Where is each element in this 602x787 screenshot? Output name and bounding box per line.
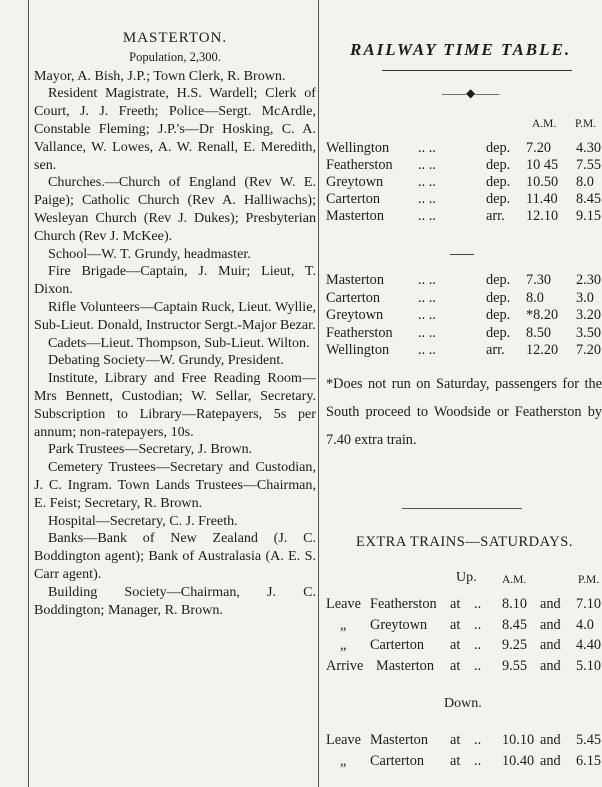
timetable-row bbox=[326, 157, 602, 175]
extra-train-row bbox=[326, 658, 602, 676]
timetable-row bbox=[326, 174, 602, 192]
at-label: at bbox=[450, 732, 461, 748]
timetable-row bbox=[326, 272, 602, 290]
am-time: *8.20 bbox=[526, 307, 559, 323]
pm-time: 9.15 bbox=[576, 208, 602, 224]
pm-time: 7.55 bbox=[576, 157, 602, 173]
timetable-row bbox=[326, 191, 602, 209]
station-name: Carterton bbox=[370, 637, 424, 653]
am-time: 8.10 bbox=[502, 596, 528, 612]
timetable-row bbox=[326, 325, 602, 343]
am-time: 11.40 bbox=[526, 191, 558, 207]
dep-arr-label: dep. bbox=[486, 157, 511, 173]
at-label: at bbox=[450, 637, 461, 653]
pm-time: 7.10 bbox=[576, 596, 602, 612]
am-time: 10.50 bbox=[526, 174, 559, 190]
directory-paragraph: Institute, Library and Free Reading Room—Mrs Bennett, Custodian; W. Sellar, Secretary. Subscription to Library—Ratepayers, 5s per annum; non-ratepayers, 10s. bbox=[34, 370, 316, 440]
am-time: 7.20 bbox=[526, 140, 552, 156]
extra-train-row bbox=[326, 732, 602, 750]
column-rule-left bbox=[28, 0, 29, 787]
directory-paragraph: Resident Magistrate, H.S. Wardell; Clerk of Court, J. J. Freeth; Police—Sergt. McArdle, Constable Fleming; J.P.'s—Dr Hosking, C. A. Vallance, W. Lowes, A. W. Renall, E. Meredith, sen. bbox=[34, 85, 316, 173]
pm-time: 3.0 bbox=[576, 289, 594, 306]
row-leader-dots: .. .. bbox=[418, 272, 436, 288]
population-line: Population, 2,300. bbox=[129, 49, 221, 64]
pm-header: P.M. bbox=[575, 118, 597, 130]
row-leader-dots: .. bbox=[474, 637, 482, 653]
station-name: Greytown bbox=[370, 616, 428, 633]
directory-paragraph: Park Trustees—Secretary, J. Brown. bbox=[48, 441, 253, 458]
am-time: 8.45 bbox=[502, 616, 528, 633]
station-name: Featherston bbox=[326, 157, 393, 173]
extra-pm-header: P.M. bbox=[578, 574, 600, 586]
extra-train-row bbox=[326, 753, 602, 771]
extra-up-label: Up. bbox=[456, 570, 477, 585]
station-name: Featherston bbox=[326, 324, 393, 341]
row-prefix: Leave bbox=[326, 596, 361, 612]
station-name: Masterton bbox=[326, 208, 384, 224]
am-time: 12.10 bbox=[526, 208, 559, 224]
row-leader-dots: .. bbox=[474, 753, 482, 769]
station-name: Wellington bbox=[326, 342, 390, 358]
spine-imprint bbox=[0, 0, 28, 787]
row-leader-dots: .. .. bbox=[418, 157, 436, 173]
dep-arr-label: dep. bbox=[486, 191, 511, 207]
row-prefix: „ bbox=[340, 753, 347, 769]
ornament-divider: ——◆—— bbox=[442, 86, 500, 100]
row-prefix: Arrive bbox=[326, 657, 364, 674]
dep-arr-label: dep. bbox=[486, 289, 511, 306]
directory-paragraph: Debating Society—W. Grundy, President. bbox=[48, 352, 284, 369]
extra-train-row bbox=[326, 637, 602, 655]
masterton-directory bbox=[34, 30, 316, 619]
masterton-title: MASTERTON. bbox=[122, 30, 228, 46]
dep-arr-label: dep. bbox=[486, 140, 511, 156]
pm-time: 8.45 bbox=[576, 191, 602, 207]
directory-paragraph: Building Society—Chairman, J. C. Boddington; Manager, R. Brown. bbox=[34, 583, 316, 618]
row-leader-dots: .. .. bbox=[418, 342, 436, 358]
pm-time: 4.0 bbox=[576, 616, 594, 633]
am-time: 9.55 bbox=[502, 657, 528, 674]
pm-time: 5.10 bbox=[576, 657, 602, 674]
directory-paragraph: Fire Brigade—Captain, J. Muir; Lieut, T. Dixon. bbox=[34, 263, 316, 298]
row-prefix: Leave bbox=[326, 732, 361, 748]
directory-paragraph: Rifle Volunteers—Captain Ruck, Lieut. Wyllie, Sub-Lieut. Donald, Instructor Sergt.-Major Bezar. bbox=[34, 298, 316, 333]
am-time: 10 45 bbox=[526, 157, 559, 173]
directory-paragraph: Churches.—Church of England (Rev W. E. Paige); Catholic Church (Rev A. Halliwachs); Wesleyan Church (Rev J. Dukes); Presbyterian Church (Rev J. McKee). bbox=[34, 174, 316, 244]
directory-paragraph: Mayor, A. Bish, J.P.; Town Clerk, R. Brown. bbox=[34, 67, 286, 84]
directory-paragraph: Hospital—Secretary, C. J. Freeth. bbox=[48, 512, 238, 529]
row-prefix: „ bbox=[340, 616, 347, 633]
footnote-rule bbox=[402, 508, 522, 509]
directory-paragraph: Cadets—Lieut. Thompson, Sub-Lieut. Wilton. bbox=[48, 334, 310, 351]
station-name: Greytown bbox=[326, 174, 384, 190]
directory-paragraph: Cemetery Trustees—Secretary and Custodian, J. C. Ingram. Town Lands Trustees—Chairman, E. Feist; Secretary, R. Brown. bbox=[34, 459, 316, 511]
row-leader-dots: .. bbox=[474, 657, 482, 674]
row-leader-dots: .. .. bbox=[418, 307, 436, 323]
pm-time: 5.45 bbox=[576, 732, 602, 748]
station-name: Carterton bbox=[370, 753, 424, 769]
title-underline bbox=[382, 70, 572, 71]
timetable-row bbox=[326, 342, 602, 360]
timetable-row bbox=[326, 307, 602, 325]
row-leader-dots: .. bbox=[474, 616, 482, 633]
row-leader-dots: .. bbox=[474, 596, 482, 612]
pm-time: 7.20 bbox=[576, 342, 602, 358]
pm-time: 8.0 bbox=[576, 174, 594, 190]
and-label: and bbox=[540, 637, 561, 653]
pm-time: 6.15 bbox=[576, 753, 602, 769]
am-time: 8.50 bbox=[526, 324, 552, 341]
extra-train-row bbox=[326, 617, 602, 635]
row-prefix: „ bbox=[340, 637, 347, 653]
pm-time: 4.40 bbox=[576, 637, 602, 653]
extra-trains-title: EXTRA TRAINS—SATURDAYS. bbox=[356, 534, 573, 550]
dep-arr-label: dep. bbox=[486, 307, 511, 323]
station-name: Carterton bbox=[326, 289, 380, 306]
at-label: at bbox=[450, 596, 461, 612]
extra-am-header: A.M. bbox=[502, 574, 527, 586]
row-leader-dots: .. .. bbox=[418, 140, 436, 156]
am-time: 9.25 bbox=[502, 637, 528, 653]
station-name: Greytown bbox=[326, 307, 384, 323]
and-label: and bbox=[540, 596, 561, 612]
extra-down-label: Down. bbox=[444, 696, 482, 711]
at-label: at bbox=[450, 753, 461, 769]
dep-arr-label: dep. bbox=[486, 272, 511, 288]
am-time: 8.0 bbox=[526, 289, 544, 306]
and-label: and bbox=[540, 657, 561, 674]
and-label: and bbox=[540, 753, 561, 769]
extra-train-row bbox=[326, 596, 602, 614]
row-leader-dots: .. .. bbox=[418, 208, 436, 224]
timetable-title: RAILWAY TIME TABLE. bbox=[350, 40, 572, 59]
column-rule-middle bbox=[318, 0, 319, 787]
pm-time: 3.20 bbox=[576, 307, 602, 323]
dep-arr-label: dep. bbox=[486, 324, 511, 341]
timetable-row bbox=[326, 208, 602, 226]
row-leader-dots: .. .. bbox=[418, 289, 436, 306]
timetable-row bbox=[326, 140, 602, 158]
row-leader-dots: .. bbox=[474, 732, 482, 748]
at-label: at bbox=[450, 616, 461, 633]
dep-arr-label: arr. bbox=[486, 208, 505, 224]
am-time: 12.20 bbox=[526, 342, 559, 358]
timetable-footnote: *Does not run on Saturday, passengers for the South proceed to Woodside or Featherston by 7.40 extra train. bbox=[326, 376, 602, 448]
am-header: A.M. bbox=[532, 118, 557, 130]
pm-time: 2.30 bbox=[576, 272, 602, 288]
directory-paragraph: School—W. T. Grundy, headmaster. bbox=[48, 245, 251, 262]
directory-paragraph: Banks—Bank of New Zealand (J. C. Boddington agent); Bank of Australasia (A. E. S. Carr agent). bbox=[34, 530, 316, 582]
am-time: 10.10 bbox=[502, 732, 535, 748]
pm-time: 4.30 bbox=[576, 140, 602, 156]
station-name: Masterton bbox=[370, 732, 428, 748]
dep-arr-label: arr. bbox=[486, 342, 505, 358]
station-name: Masterton bbox=[326, 272, 384, 288]
row-leader-dots: .. .. bbox=[418, 174, 436, 190]
am-time: 10.40 bbox=[502, 753, 535, 769]
row-leader-dots: .. .. bbox=[418, 324, 436, 341]
section-divider bbox=[450, 254, 474, 255]
row-leader-dots: .. .. bbox=[418, 191, 436, 207]
station-name: Carterton bbox=[326, 191, 380, 207]
pm-time: 3.50 bbox=[576, 324, 602, 341]
station-name: Wellington bbox=[326, 140, 390, 156]
at-label: at bbox=[450, 657, 461, 674]
station-name: Masterton bbox=[376, 657, 434, 674]
dep-arr-label: dep. bbox=[486, 174, 511, 190]
station-name: Featherston bbox=[370, 596, 437, 612]
and-label: and bbox=[540, 616, 561, 633]
am-time: 7.30 bbox=[526, 272, 552, 288]
and-label: and bbox=[540, 732, 561, 748]
timetable-row bbox=[326, 290, 602, 308]
